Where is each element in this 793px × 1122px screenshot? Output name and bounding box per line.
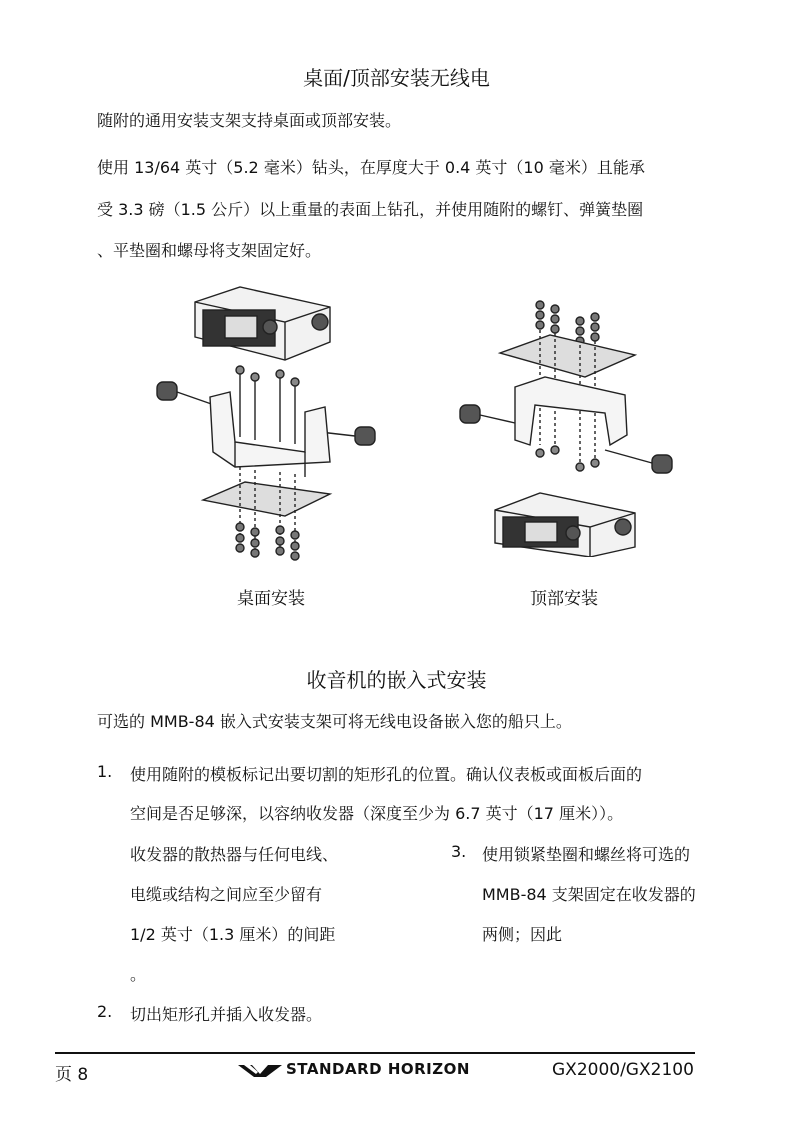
section1-paragraph-line-3: 、平垫圈和螺母将支架固定好。 (97, 241, 322, 260)
step1-line-1: 使用随附的模板标记出要切割的矩形孔的位置。确认仪表板或面板后面的 (130, 765, 643, 784)
section1-paragraph-line-1: 使用 13/64 英寸（5.2 毫米）钻头，在厚度大于 0.4 英寸（10 毫米）且能承 (97, 158, 645, 177)
desk-mount-illustration (155, 282, 385, 572)
step1-number: 1. (97, 762, 113, 781)
step1-left-line-1: 收发器的散热器与任何电线、 (130, 845, 339, 864)
step3-line-2: MMB-84 支架固定在收发器的 (482, 885, 696, 904)
caption-desk-mount: 桌面安装 (237, 589, 305, 609)
section-title-desk-top-mount: 桌面/顶部安装无线电 (303, 66, 490, 90)
footer-brand (238, 1059, 518, 1081)
caption-top-mount: 顶部安装 (530, 589, 598, 609)
top-mount-illustration (455, 295, 685, 557)
step1-left-line-4: 。 (130, 965, 147, 984)
step1-left-line-3: 1/2 英寸（1.3 厘米）的间距 (130, 925, 336, 944)
section1-intro: 随附的通用安装支架支持桌面或顶部安装。 (97, 111, 402, 130)
footer-page-number: 页 8 (55, 1065, 89, 1085)
step3-number: 3. (451, 842, 467, 861)
standard-horizon-logo-icon (238, 1062, 282, 1078)
section2-intro: 可选的 MMB-84 嵌入式安装支架可将无线电设备嵌入您的船只上。 (97, 712, 572, 731)
step1-left-line-2: 电缆或结构之间应至少留有 (130, 885, 323, 904)
step2-number: 2. (97, 1002, 113, 1021)
step2-text: 切出矩形孔并插入收发器。 (130, 1005, 323, 1024)
step3-line-1: 使用锁紧垫圈和螺丝将可选的 (482, 845, 691, 864)
section-title-flush-mount: 收音机的嵌入式安装 (306, 668, 487, 692)
footer-rule (55, 1052, 695, 1054)
step3-line-3: 两侧；因此 (482, 925, 563, 944)
footer-model: GX2000/GX2100 (552, 1060, 694, 1080)
section1-paragraph-line-2: 受 3.3 磅（1.5 公斤）以上重量的表面上钻孔，并使用随附的螺钉、弹簧垫圈 (97, 200, 644, 219)
footer-brand-name: STANDARD HORIZON (286, 1060, 470, 1078)
step1-line-2: 空间是否足够深，以容纳收发器（深度至少为 6.7 英寸（17 厘米））。 (130, 804, 624, 823)
